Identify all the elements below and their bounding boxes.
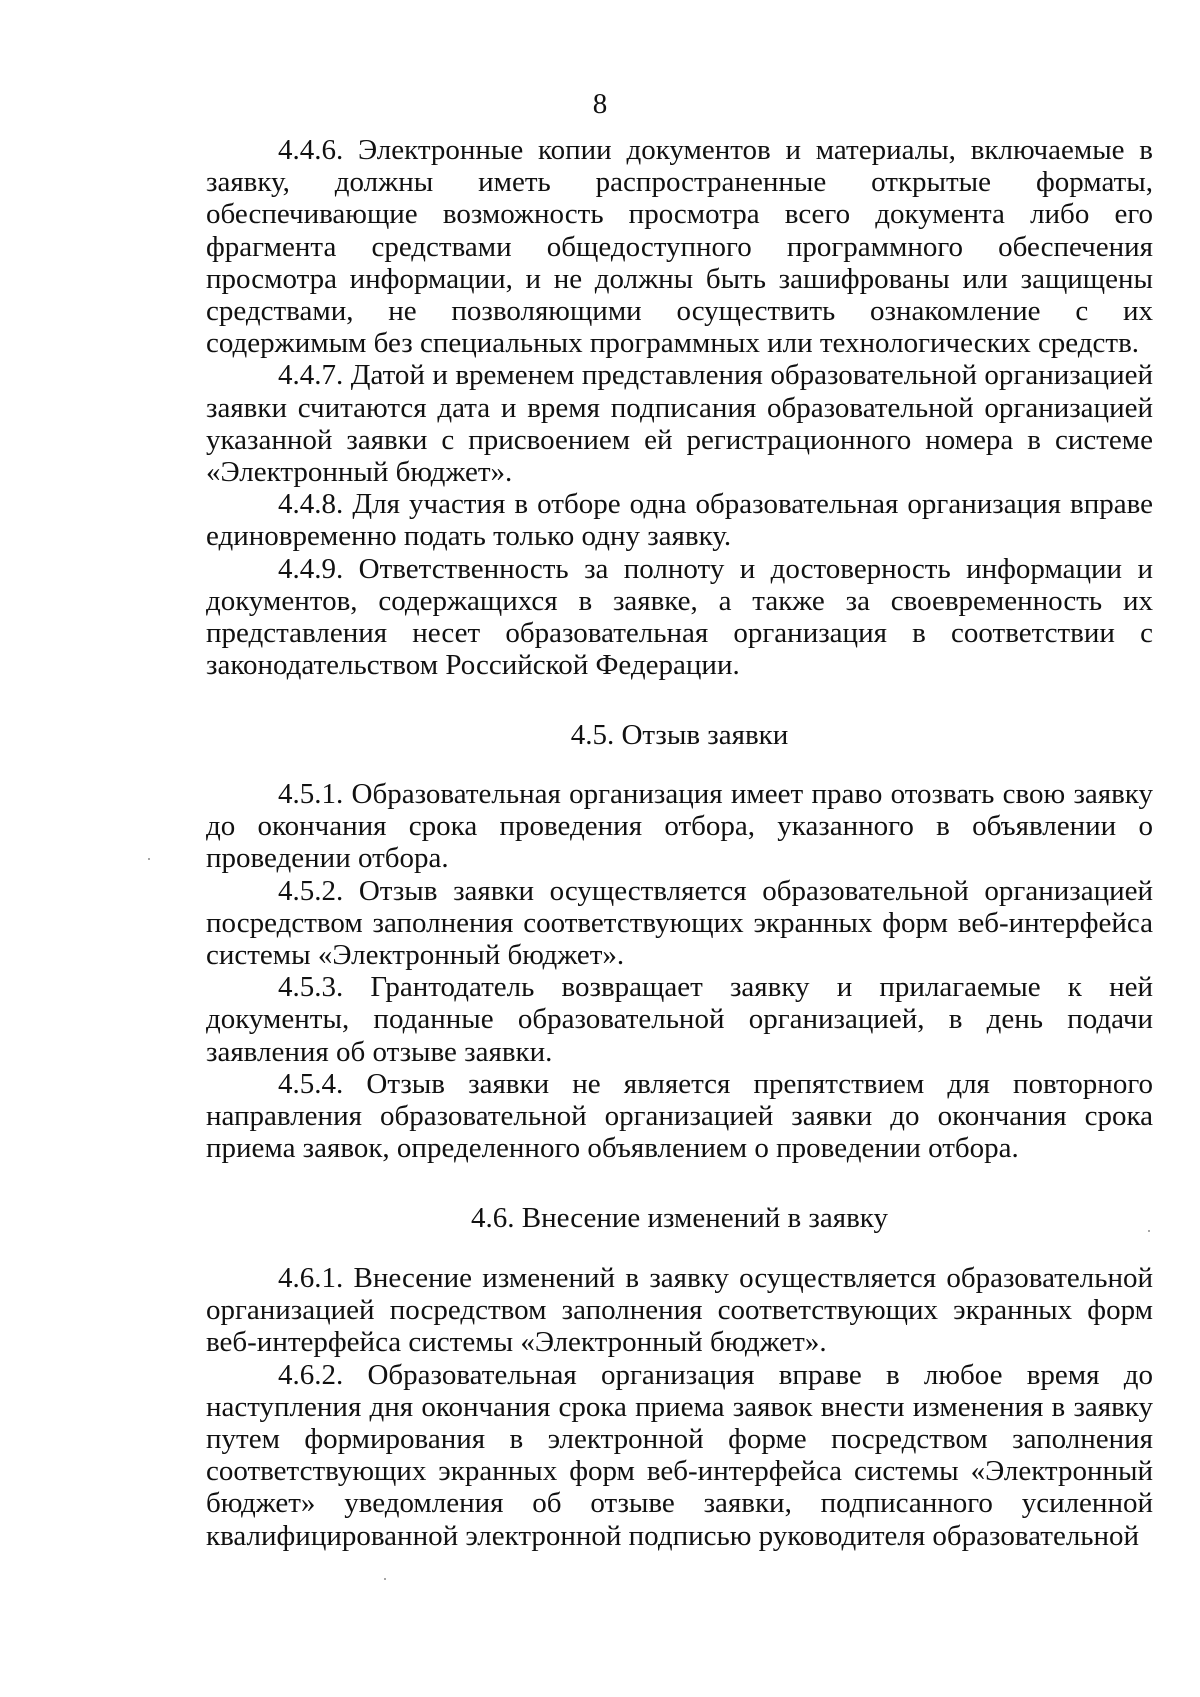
paragraph-4-5-1: 4.5.1. Образовательная организация имеет право отозвать свою заявку до окончания срока проведения отбора, указанного в объявлении о проведении отбора. [206,778,1153,875]
paragraph-4-4-6: 4.4.6. Электронные копии документов и материалы, включаемые в заявку, должны иметь распространенные открытые форматы, обеспечивающие возможность просмотра всего документа либо его фрагмента средствами общедоступного программного обеспечения просмотра информации, и не должны быть зашифрованы или защищены средствами, не позволяющими осуществить ознакомление с их содержимым без специальных программных или технологических средств. [206,134,1153,360]
paragraph-4-4-8: 4.4.8. Для участия в отборе одна образовательная организация вправе единовременно подать только одну заявку. [206,488,1153,553]
page-number: 8 [592,88,608,120]
paragraph-4-6-1: 4.6.1. Внесение изменений в заявку осуществляется образовательной организацией посредством заполнения соответствующих экранных форм веб-интерфейса системы «Электронный бюджет». [206,1262,1153,1359]
section-4-5 [206,778,1153,1164]
paragraph-4-4-7: 4.4.7. Датой и временем представления образовательной организацией заявки считаются дата и время подписания образовательной организацией указанной заявки с присвоением ей регистрационного номера в системе «Электронный бюджет». [206,359,1153,489]
paragraph-4-5-3: 4.5.3. Грантодатель возвращает заявку и прилагаемые к ней документы, поданные образовательной организацией, в день подачи заявления об отзыве заявки. [206,971,1153,1068]
scan-speck [1148,1230,1150,1232]
section-4-4-continuation [206,134,1153,681]
paragraph-4-4-9: 4.4.9. Ответственность за полноту и достоверность информации и документов, содержащихся в заявке, а также за своевременность их представления несет образовательная организация в соответствии с законодательством Российской Федерации. [206,552,1153,682]
paragraph-4-5-2: 4.5.2. Отзыв заявки осуществляется образовательной организацией посредством заполнения соответствующих экранных форм веб-интерфейса системы «Электронный бюджет». [206,874,1153,972]
paragraph-4-6-2: 4.6.2. Образовательная организация вправе в любое время до наступления дня окончания срока приема заявок внести изменения в заявку путем формирования в электронной форме посредством заполнения соответствующих экранных форм веб-интерфейса системы «Электронный бюджет» уведомления об отзыве заявки, подписанного усиленной квалифицированной электронной подписью руководителя образовательной [206,1358,1153,1552]
section-heading-4-6: 4.6. Внесение изменений в заявку [471,1202,888,1234]
section-heading-4-5: 4.5. Отзыв заявки [570,719,789,751]
scan-speck [148,858,150,860]
scan-speck [384,1578,386,1580]
paragraph-4-5-4: 4.5.4. Отзыв заявки не является препятствием для повторного направления образовательной организацией заявки до окончания срока приема заявок, определенного объявлением о проведении отбора. [206,1067,1153,1165]
section-4-6 [206,1262,1153,1552]
